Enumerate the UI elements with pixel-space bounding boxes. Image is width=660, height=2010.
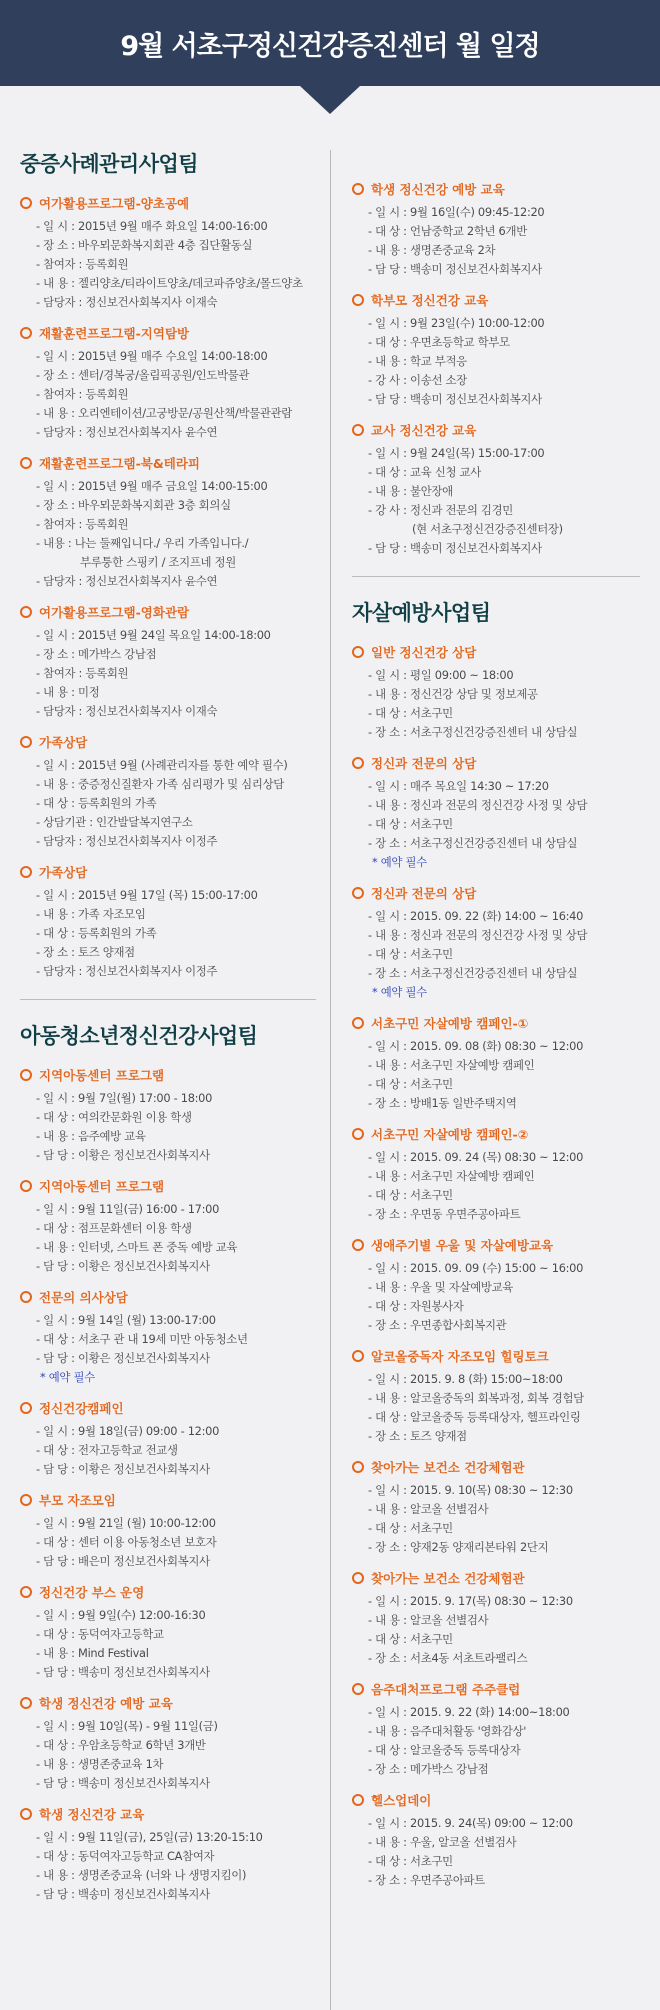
detail-line: - 내 용 : 미정 xyxy=(36,685,100,699)
schedule-item xyxy=(352,291,640,409)
detail-line: - 담당자 : 정신보건사회복지사 윤수연 xyxy=(36,425,218,439)
circle-bullet-icon xyxy=(352,1683,364,1695)
detail-line: - 일 시 : 9월 9일(수) 12:00-16:30 xyxy=(36,1608,206,1622)
detail-line: - 장 소 : 토즈 양재점 xyxy=(368,1429,467,1443)
item-title xyxy=(20,1491,316,1509)
schedule-item xyxy=(20,1694,316,1793)
detail-line: - 내 용 : 학교 부적응 xyxy=(368,354,467,368)
detail-line: - 대 상 : 서초구 관 내 19세 미만 아동청소년 xyxy=(36,1332,248,1346)
item-title xyxy=(20,1694,316,1712)
detail-line: - 내 용 : 불안장애 xyxy=(368,484,453,498)
detail-line: - 담 당 : 백송미 정신보건사회복지사 xyxy=(36,1665,210,1679)
circle-bullet-icon xyxy=(20,1494,32,1506)
item-title xyxy=(352,1458,640,1476)
detail-line: - 참여자 : 등록회원 xyxy=(36,517,129,531)
left-column xyxy=(20,148,330,1916)
detail-line: - 상담기관 : 인간발달복지연구소 xyxy=(36,815,193,829)
detail-line: - 내 용 : 정신과 전문의 정신건강 사정 및 상담 xyxy=(368,928,588,942)
detail-line: - 내 용 : 우울 및 자살예방교육 xyxy=(368,1280,514,1294)
detail-line: - 장 소 : 우면종합사회복지관 xyxy=(368,1318,507,1332)
detail-line: - 대 상 : 언남중학교 2학년 6개반 xyxy=(368,224,527,238)
circle-bullet-icon xyxy=(20,606,32,618)
circle-bullet-icon xyxy=(352,294,364,306)
detail-line: - 대 상 : 우면초등학교 학부모 xyxy=(368,335,510,349)
detail-line: - 대 상 : 자원봉사자 xyxy=(368,1299,464,1313)
detail-line: - 일 시 : 2015. 9. 24(목) 09:00 ~ 12:00 xyxy=(368,1816,573,1830)
detail-line: - 대 상 : 서초구민 xyxy=(368,1077,453,1091)
detail-line: - 참여자 : 등록회원 xyxy=(36,387,129,401)
detail-line: - 장 소 : 서초구정신건강증진센터 내 상담실 xyxy=(368,725,578,739)
schedule-item xyxy=(352,1791,640,1890)
schedule-item xyxy=(20,194,316,312)
item-title-text: 가족상담 xyxy=(39,735,88,750)
item-title xyxy=(352,291,640,309)
circle-bullet-icon xyxy=(20,327,32,339)
detail-line: - 일 시 : 2015년 9월 매주 화요일 14:00-16:00 xyxy=(36,219,268,233)
item-title-text: 전문의 의사상담 xyxy=(39,1290,128,1305)
item-title xyxy=(20,454,316,472)
detail-line: - 일 시 : 2015. 09. 08 (화) 08:30 ~ 12:00 xyxy=(368,1039,584,1053)
schedule-item xyxy=(20,733,316,851)
schedule-item xyxy=(20,863,316,981)
detail-line: - 대 상 : 서초구민 xyxy=(368,1632,453,1646)
circle-bullet-icon xyxy=(352,646,364,658)
circle-bullet-icon xyxy=(20,736,32,748)
detail-line: - 내 용 : 알코올중독의 회복과정, 회복 경험담 xyxy=(368,1391,584,1405)
schedule-item xyxy=(20,1288,316,1387)
item-title xyxy=(20,194,316,212)
circle-bullet-icon xyxy=(352,887,364,899)
detail-line: - 일 시 : 2015년 9월 매주 금요일 14:00-15:00 xyxy=(36,479,268,493)
reservation-note: * 예약 필수 xyxy=(372,855,427,869)
detail-line: - 내 용 : 알코올 선별검사 xyxy=(368,1502,489,1516)
schedule-item xyxy=(352,1569,640,1668)
item-title-text: 교사 정신건강 교육 xyxy=(371,423,477,438)
detail-line: - 담당자 : 정신보건사회복지사 이재숙 xyxy=(36,704,218,718)
schedule-item xyxy=(352,1347,640,1446)
detail-line: - 내 용 : 정신과 전문의 정신건강 사정 및 상담 xyxy=(368,798,588,812)
reservation-note: * 예약 필수 xyxy=(372,985,427,999)
detail-line: - 내 용 : 중증정신질환자 가족 심리평가 및 심리상담 xyxy=(36,777,284,791)
schedule-item xyxy=(20,1399,316,1479)
circle-bullet-icon xyxy=(352,1461,364,1473)
schedule-item xyxy=(352,421,640,558)
schedule-item xyxy=(20,603,316,721)
item-title xyxy=(20,1583,316,1601)
detail-line: - 담 당 : 이황은 정신보건사회복지사 xyxy=(36,1148,210,1162)
detail-line: - 일 시 : 9월 10일(목) - 9월 11일(금) xyxy=(36,1719,218,1733)
detail-line: - 대 상 : 우암초등학교 6학년 3개반 xyxy=(36,1738,206,1752)
detail-line: - 내 용 : 가족 자조모임 xyxy=(36,907,146,921)
detail-line: - 일 시 : 9월 16일(수) 09:45-12:20 xyxy=(368,205,545,219)
item-title xyxy=(352,1125,640,1143)
detail-line: - 내 용 : 생명존중교육 (너와 나 생명지킴이) xyxy=(36,1868,247,1882)
detail-line: - 장 소 : 메가박스 강남점 xyxy=(368,1762,489,1776)
detail-line: - 장 소 : 서초구정신건강증진센터 내 상담실 xyxy=(368,966,578,980)
detail-line: - 장 소 : 우면동 우면주공아파트 xyxy=(368,1207,521,1221)
detail-line: - 대 상 : 알코올중독 등록대상자, 헬프라인링 xyxy=(368,1410,581,1424)
item-title-text: 정신건강 부스 운영 xyxy=(39,1585,145,1600)
item-title xyxy=(352,643,640,661)
detail-line: - 대 상 : 동덕여자고등학교 CA참여자 xyxy=(36,1849,215,1863)
detail-line: - 장 소 : 방배1동 일반주택지역 xyxy=(368,1096,517,1110)
item-title-text: 찾아가는 보건소 건강체험관 xyxy=(371,1460,525,1475)
detail-line: - 일 시 : 9월 23일(수) 10:00-12:00 xyxy=(368,316,545,330)
detail-line: - 내 용 : 서초구민 자살예방 캠페인 xyxy=(368,1058,535,1072)
circle-bullet-icon xyxy=(352,1794,364,1806)
item-title xyxy=(352,1791,640,1809)
detail-line: - 대 상 : 등록회원의 가족 xyxy=(36,926,157,940)
circle-bullet-icon xyxy=(20,1808,32,1820)
detail-line: - 일 시 : 2015년 9월 24일 목요일 14:00-18:00 xyxy=(36,628,271,642)
schedule-item xyxy=(352,1680,640,1779)
detail-line: - 대 상 : 서초구민 xyxy=(368,1521,453,1535)
item-title-text: 서초구민 자살예방 캠페인-① xyxy=(371,1016,529,1031)
detail-line: - 장 소 : 메가박스 강남점 xyxy=(36,647,157,661)
item-title xyxy=(352,1014,640,1032)
detail-line: - 강 사 : 정신과 전문의 김경민 xyxy=(368,503,514,517)
detail-line: - 일 시 : 2015년 9월 17일 (목) 15:00-17:00 xyxy=(36,888,258,902)
schedule-columns xyxy=(0,86,660,1916)
circle-bullet-icon xyxy=(20,866,32,878)
detail-line: - 강 사 : 이송선 소장 xyxy=(368,373,467,387)
item-title xyxy=(20,1399,316,1417)
detail-line: - 담당자 : 정신보건사회복지사 이정주 xyxy=(36,964,218,978)
detail-line: - 일 시 : 9월 11일(금), 25일(금) 13:20-15:10 xyxy=(36,1830,263,1844)
circle-bullet-icon xyxy=(20,1402,32,1414)
item-title xyxy=(352,1236,640,1254)
detail-line: 부루퉁한 스핑키 / 조지프네 정원 xyxy=(80,555,236,569)
detail-line: - 일 시 : 2015. 9. 17(목) 08:30 ~ 12:30 xyxy=(368,1594,573,1608)
item-title-text: 찾아가는 보건소 건강체험관 xyxy=(371,1571,525,1586)
item-title xyxy=(352,1347,640,1365)
detail-line: - 담당자 : 정신보건사회복지사 윤수연 xyxy=(36,574,218,588)
detail-line: - 대 상 : 알코올중독 등록대상자 xyxy=(368,1743,521,1757)
detail-line: - 일 시 : 9월 14일 (월) 13:00-17:00 xyxy=(36,1313,216,1327)
detail-line: - 대 상 : 전자고등학교 전교생 xyxy=(36,1443,178,1457)
detail-line: - 담 당 : 이황은 정신보건사회복지사 xyxy=(36,1462,210,1476)
detail-line: - 내 용 : Mind Festival xyxy=(36,1646,149,1660)
circle-bullet-icon xyxy=(352,183,364,195)
schedule-item xyxy=(20,454,316,591)
detail-line: - 담 당 : 백송미 정신보건사회복지사 xyxy=(368,392,542,406)
circle-bullet-icon xyxy=(352,1017,364,1029)
item-title-text: 정신건강캠페인 xyxy=(39,1401,124,1416)
detail-line: - 담 당 : 이황은 정신보건사회복지사 xyxy=(36,1351,210,1365)
section-title: 자살예방사업팀 xyxy=(352,601,491,625)
circle-bullet-icon xyxy=(352,424,364,436)
section-title: 중증사례관리사업팀 xyxy=(20,152,199,176)
detail-line: - 참여자 : 등록회원 xyxy=(36,257,129,271)
circle-bullet-icon xyxy=(20,1180,32,1192)
item-title xyxy=(352,1680,640,1698)
item-title xyxy=(352,1569,640,1587)
detail-line: - 내 용 : 음주예방 교육 xyxy=(36,1129,146,1143)
schedule-item xyxy=(352,1458,640,1557)
detail-line: - 담 당 : 백송미 정신보건사회복지사 xyxy=(368,541,542,555)
item-title xyxy=(352,754,640,772)
circle-bullet-icon xyxy=(20,1697,32,1709)
detail-line: - 내 용 : 오리엔테이션/고궁방문/공원산책/박물관관람 xyxy=(36,406,293,420)
circle-bullet-icon xyxy=(352,1572,364,1584)
schedule-item xyxy=(352,1125,640,1224)
item-title-text: 일반 정신건강 상담 xyxy=(371,645,477,660)
detail-line: - 내 용 : 정신건강 상담 및 정보제공 xyxy=(368,687,538,701)
circle-bullet-icon xyxy=(20,457,32,469)
right-column xyxy=(330,148,640,1916)
header-banner xyxy=(0,0,660,86)
detail-line: - 일 시 : 9월 18일(금) 09:00 - 12:00 xyxy=(36,1424,220,1438)
schedule-item xyxy=(352,180,640,279)
item-title-text: 학생 정신건강 예방 교육 xyxy=(371,182,505,197)
section-divider xyxy=(20,999,316,1000)
item-title-text: 재활훈련프로그램-북&테라피 xyxy=(39,456,200,471)
schedule-item xyxy=(20,324,316,442)
detail-line: - 일 시 : 2015. 9. 8 (화) 15:00~18:00 xyxy=(368,1372,563,1386)
detail-line: - 대 상 : 서초구민 xyxy=(368,1854,453,1868)
item-title-text: 음주대처프로그램 주주클럽 xyxy=(371,1682,521,1697)
detail-line: - 담 당 : 배은미 정신보건사회복지사 xyxy=(36,1554,210,1568)
detail-line: - 일 시 : 2015. 09. 24 (목) 08:30 ~ 12:00 xyxy=(368,1150,584,1164)
circle-bullet-icon xyxy=(20,1069,32,1081)
item-title-text: 지역아동센터 프로그램 xyxy=(39,1068,165,1083)
detail-line: - 내 용 : 생명존중교육 2차 xyxy=(368,243,496,257)
schedule-item xyxy=(352,1236,640,1335)
reservation-note: * 예약 필수 xyxy=(40,1370,95,1384)
detail-line: - 내 용 : 생명존중교육 1차 xyxy=(36,1757,164,1771)
item-title-text: 여가활용프로그램-영화관람 xyxy=(39,605,190,620)
schedule-item xyxy=(352,754,640,872)
detail-line: - 참여자 : 등록회원 xyxy=(36,666,129,680)
item-title-text: 재활훈련프로그램-지역탐방 xyxy=(39,326,190,341)
detail-line: - 일 시 : 2015년 9월 매주 수요일 14:00-18:00 xyxy=(36,349,268,363)
item-title-text: 생애주기별 우울 및 자살예방교육 xyxy=(371,1238,554,1253)
schedule-item xyxy=(20,1491,316,1571)
item-title-text: 헬스업데이 xyxy=(371,1793,432,1808)
detail-line: - 일 시 : 9월 21일 (월) 10:00-12:00 xyxy=(36,1516,216,1530)
schedule-item xyxy=(20,1177,316,1276)
item-title-text: 알코올중독자 자조모임 힐링토크 xyxy=(371,1349,549,1364)
circle-bullet-icon xyxy=(20,1291,32,1303)
schedule-item xyxy=(20,1583,316,1682)
detail-line: - 장 소 : 양재2동 양재리본타워 2단지 xyxy=(368,1540,549,1554)
circle-bullet-icon xyxy=(352,1128,364,1140)
detail-line: - 담 당 : 백송미 정신보건사회복지사 xyxy=(368,262,542,276)
detail-line: - 담당자 : 정신보건사회복지사 이정주 xyxy=(36,834,218,848)
detail-line: - 담 당 : 백송미 정신보건사회복지사 xyxy=(36,1887,210,1901)
circle-bullet-icon xyxy=(352,757,364,769)
detail-line: - 담 당 : 백송미 정신보건사회복지사 xyxy=(36,1776,210,1790)
detail-line: - 장 소 : 서초구정신건강증진센터 내 상담실 xyxy=(368,836,578,850)
circle-bullet-icon xyxy=(20,197,32,209)
item-title xyxy=(20,1066,316,1084)
schedule-item xyxy=(352,884,640,1002)
detail-line: - 장 소 : 센터/경복궁/올림픽공원/인도박물관 xyxy=(36,368,250,382)
detail-line: - 내 용 : 젤리양초/티라이트양초/데코파쥬양초/몰드양초 xyxy=(36,276,303,290)
detail-line: - 대 상 : 점프문화센터 이용 학생 xyxy=(36,1221,192,1235)
schedule-item xyxy=(352,643,640,742)
section-divider xyxy=(352,576,640,577)
item-title-text: 학부모 정신건강 교육 xyxy=(371,293,489,308)
item-title-text: 정신과 전문의 상담 xyxy=(371,756,477,771)
detail-line: - 내 용 : 음주대처활동 '영화감상' xyxy=(368,1724,527,1738)
detail-line: - 내 용 : 우울, 알코올 선별검사 xyxy=(368,1835,517,1849)
item-title xyxy=(20,603,316,621)
detail-line: - 대 상 : 서초구민 xyxy=(368,1188,453,1202)
schedule-item xyxy=(352,1014,640,1113)
item-title xyxy=(20,1805,316,1823)
detail-line: - 장 소 : 토즈 양재점 xyxy=(36,945,135,959)
detail-line: - 대 상 : 여의칸문화원 이용 학생 xyxy=(36,1110,192,1124)
column-divider xyxy=(330,150,331,2010)
detail-line: - 장 소 : 바우뫼문화복지회관 4층 집단활동실 xyxy=(36,238,253,252)
detail-line: - 일 시 : 2015. 9. 10(목) 08:30 ~ 12:30 xyxy=(368,1483,573,1497)
item-title xyxy=(20,324,316,342)
item-title-text: 여가활용프로그램-양초공예 xyxy=(39,196,190,211)
item-title-text: 학생 정신건강 예방 교육 xyxy=(39,1696,173,1711)
detail-line: - 일 시 : 2015. 09. 09 (수) 15:00 ~ 16:00 xyxy=(368,1261,584,1275)
detail-line: - 대 상 : 등록회원의 가족 xyxy=(36,796,157,810)
detail-line: - 일 시 : 2015. 9. 22 (화) 14:00~18:00 xyxy=(368,1705,570,1719)
detail-line: - 일 시 : 9월 11일(금) 16:00 - 17:00 xyxy=(36,1202,220,1216)
detail-line: - 일 시 : 9월 24일(목) 15:00-17:00 xyxy=(368,446,545,460)
item-title xyxy=(352,884,640,902)
detail-line: (현 서초구정신건강증진센터장) xyxy=(412,522,563,536)
item-title-text: 가족상담 xyxy=(39,865,88,880)
detail-line: - 장 소 : 바우뫼문화복지회관 3층 회의실 xyxy=(36,498,231,512)
page-title: 9월 서초구정신건강증진센터 월 일정 xyxy=(120,30,540,62)
schedule-item xyxy=(20,1066,316,1165)
detail-line: - 일 시 : 9월 7일(월) 17:00 - 18:00 xyxy=(36,1091,213,1105)
item-title xyxy=(352,421,640,439)
item-title xyxy=(20,733,316,751)
section-title: 아동청소년정신건강사업팀 xyxy=(20,1024,258,1048)
item-title xyxy=(20,863,316,881)
detail-line: - 담당자 : 정신보건사회복지사 이재숙 xyxy=(36,295,218,309)
item-title-text: 정신과 전문의 상담 xyxy=(371,886,477,901)
detail-line: - 장 소 : 우면주공아파트 xyxy=(368,1873,485,1887)
detail-line: - 담 당 : 이황은 정신보건사회복지사 xyxy=(36,1259,210,1273)
detail-line: - 대 상 : 동덕여자고등학교 xyxy=(36,1627,164,1641)
detail-line: - 대 상 : 교육 신청 교사 xyxy=(368,465,481,479)
detail-line: - 대 상 : 서초구민 xyxy=(368,706,453,720)
detail-line: - 대 상 : 서초구민 xyxy=(368,947,453,961)
detail-line: - 내 용 : 서초구민 자살예방 캠페인 xyxy=(368,1169,535,1183)
item-title xyxy=(352,180,640,198)
detail-line: - 대 상 : 서초구민 xyxy=(368,817,453,831)
item-title xyxy=(20,1288,316,1306)
detail-line: - 일 시 : 매주 목요일 14:30 ~ 17:20 xyxy=(368,779,549,793)
circle-bullet-icon xyxy=(352,1350,364,1362)
schedule-item xyxy=(20,1805,316,1904)
item-title-text: 지역아동센터 프로그램 xyxy=(39,1179,165,1194)
circle-bullet-icon xyxy=(20,1586,32,1598)
detail-line: - 내 용 : 인터넷, 스마트 폰 중독 예방 교육 xyxy=(36,1240,238,1254)
detail-line: - 내용 : 나는 둘째입니다./ 우리 가족입니다./ xyxy=(36,536,249,550)
detail-line: - 일 시 : 평일 09:00 ~ 18:00 xyxy=(368,668,514,682)
item-title-text: 부모 자조모임 xyxy=(39,1493,116,1508)
detail-line: - 장 소 : 서초4동 서초트라팰리스 xyxy=(368,1651,528,1665)
detail-line: - 일 시 : 2015년 9월 (사례관리자를 통한 예약 필수) xyxy=(36,758,288,772)
item-title-text: 서초구민 자살예방 캠페인-② xyxy=(371,1127,529,1142)
item-title xyxy=(20,1177,316,1195)
detail-line: - 내 용 : 알코올 선별검사 xyxy=(368,1613,489,1627)
circle-bullet-icon xyxy=(352,1239,364,1251)
detail-line: - 대 상 : 센터 이용 아동청소년 보호자 xyxy=(36,1535,217,1549)
item-title-text: 학생 정신건강 교육 xyxy=(39,1807,145,1822)
detail-line: - 일 시 : 2015. 09. 22 (화) 14:00 ~ 16:40 xyxy=(368,909,584,923)
